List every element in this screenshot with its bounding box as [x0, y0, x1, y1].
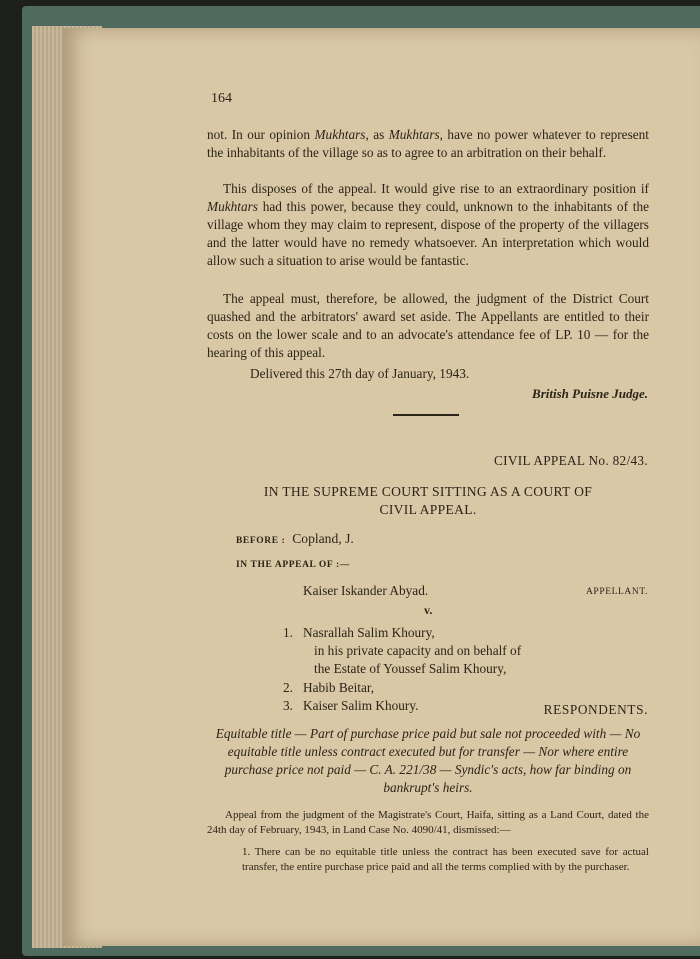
respondent-2-number: 2. — [283, 680, 293, 695]
respondent-3-number: 3. — [283, 698, 293, 713]
delivered-line: Delivered this 27th day of January, 1943. — [250, 366, 470, 381]
para1-text-b: , as — [365, 127, 389, 142]
appellant-name: Kaiser Iskander Abyad. — [303, 583, 429, 598]
before-judge: Copland, J. — [292, 531, 354, 546]
para1-emphasis-a: Mukhtars — [314, 127, 366, 142]
para2-emphasis: Mukhtars — [207, 199, 258, 214]
headnote: Equitable title — Part of purchase price paid but sale not proceeded with — No equitable title unless contract executed but for transfer — Nor where entire purchase price not paid — C. A. 221/38 — Syndic's acts, how far binding on bankrupt's heirs. — [215, 726, 641, 795]
court-heading-line-1: IN THE SUPREME COURT SITTING AS A COURT OF — [263, 484, 593, 499]
judge-signature: British Puisne Judge. — [532, 386, 648, 401]
before-line — [236, 531, 354, 547]
respondent-2-line-1: Habib Beitar, — [303, 680, 375, 695]
appellant-label: APPELLANT. — [585, 587, 648, 597]
respondent-1-line-1: Nasrallah Salim Khoury, — [303, 625, 435, 640]
paragraph-1 — [207, 126, 649, 162]
para2-text-b: had this power, because they could, unknown to the inhabitants of the village whom they may claim to represent, dispose of the property of the villagers and the latter would have no remedy whatsoever. An interpretation which would allow such a situation to arise would be fantastic. — [207, 199, 649, 268]
in-appeal-label: IN THE APPEAL OF :— — [236, 560, 350, 570]
appeal-from-text: Appeal from the judgment of the Magistrate's Court, Haifa, sitting as a Land Court, dated the 24th day of February, 1943, in Land Case No. 4090/41, dismissed:— — [207, 809, 649, 836]
page-number: 164 — [211, 91, 232, 106]
section-divider — [393, 414, 459, 416]
paragraph-2 — [207, 180, 649, 270]
court-heading-line-2: CIVIL APPEAL. — [379, 502, 477, 517]
respondent-3-line-1: Kaiser Salim Khoury. — [303, 698, 419, 713]
court-heading — [210, 483, 646, 519]
before-label: BEFORE : — [236, 536, 286, 546]
respondents-label: RESPONDENTS. — [543, 702, 648, 717]
para1-text-a: not. In our opinion — [207, 127, 315, 142]
respondent-1-line-2: in his private capacity and on behalf of — [314, 643, 522, 658]
paragraph-3: The appeal must, therefore, be allowed, the judgment of the District Court quashed and the arbitrators' award set aside. The Appellants are entitled to their costs on the lower scale and to an advocate's attendance fee of LP. 10 — for the hearing of this appeal. — [207, 291, 649, 360]
respondent-1-number: 1. — [283, 625, 293, 640]
para2-text-a: This disposes of the appeal. It would give rise to an extraordinary position if — [223, 181, 649, 196]
versus: v. — [424, 603, 433, 617]
para1-emphasis-b: Mukhtars — [388, 127, 440, 142]
respondent-1-line-3: the Estate of Youssef Salim Khoury, — [314, 661, 507, 676]
holding-point-1: 1. There can be no equitable title unless the contract has been executed save for actual transfer, the entire purchase price paid and all the terms complied with by the purchaser. — [242, 846, 649, 873]
appeal-number: CIVIL APPEAL No. 82/43. — [493, 453, 648, 468]
para1-text-c: , have no power whatever to represent the inhabitants of the village so as to agree to an arbitration on their behalf. — [207, 127, 649, 160]
